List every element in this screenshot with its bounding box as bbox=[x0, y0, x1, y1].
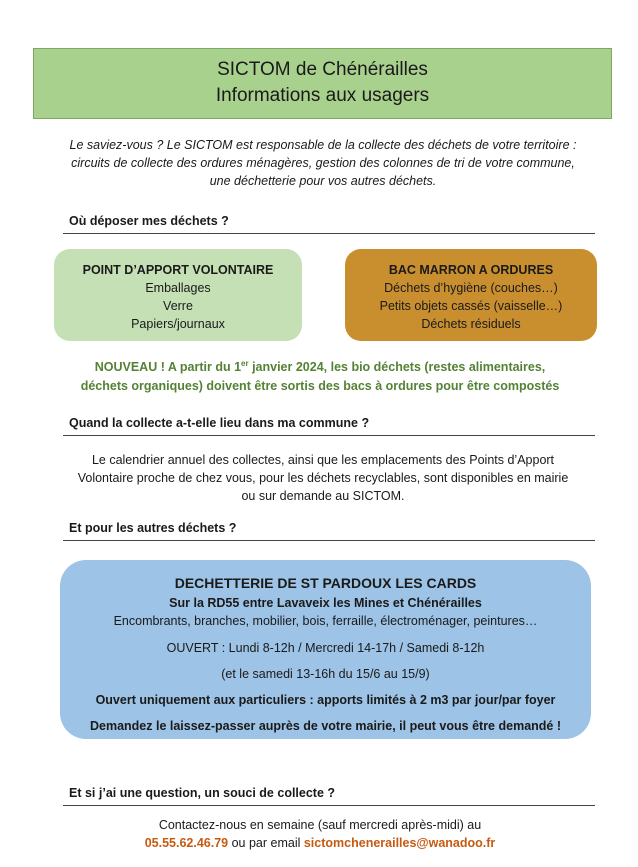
biodechets-notice bbox=[60, 358, 580, 396]
notice-text: janvier 2024, les bio déchets (restes alimentaires, bbox=[248, 360, 546, 374]
intro-line: circuits de collecte des ordures ménagères, gestion des colonnes de tri de votre commune, bbox=[71, 156, 575, 170]
calendar-line: ou sur demande au SICTOM. bbox=[241, 489, 405, 503]
box-item: Verre bbox=[163, 299, 193, 313]
section-when bbox=[63, 414, 595, 436]
notice-line bbox=[60, 358, 580, 377]
box-item: Papiers/journaux bbox=[131, 317, 225, 331]
intro-line: une déchetterie pour vos autres déchets. bbox=[209, 174, 437, 188]
intro-paragraph bbox=[40, 136, 606, 190]
section-question bbox=[63, 784, 595, 806]
page-title: SICTOM de Chénérailles bbox=[217, 59, 428, 80]
dechetterie-particuliers: Ouvert uniquement aux particuliers : apports limités à 2 m3 par jour/par foyer bbox=[95, 693, 556, 707]
section-heading: Quand la collecte a-t-elle lieu dans ma commune ? bbox=[69, 416, 370, 430]
dechetterie-hours: OUVERT : Lundi 8-12h / Mercredi 14-17h / Samedi 8-12h bbox=[166, 641, 485, 655]
section-heading: Et si j’ai une question, un souci de collecte ? bbox=[69, 786, 336, 800]
dechetterie-box bbox=[60, 560, 591, 739]
section-other bbox=[63, 519, 595, 541]
section-heading: Et pour les autres déchets ? bbox=[69, 521, 237, 535]
page-subtitle: Informations aux usagers bbox=[215, 85, 430, 106]
contact-email: sictomchenerailles@wanadoo.fr bbox=[303, 836, 496, 850]
notice-sup: er bbox=[241, 358, 249, 368]
box-item: Déchets d’hygiène (couches…) bbox=[384, 281, 558, 295]
dechetterie-location: Sur la RD55 entre Lavaveix les Mines et Chénérailles bbox=[169, 596, 482, 610]
calendar-line: Le calendrier annuel des collectes, ainsi que les emplacements des Points d’Apport bbox=[91, 453, 555, 467]
contact-text: ou par email bbox=[228, 836, 304, 850]
notice-line: déchets organiques) doivent être sortis des bacs à ordures pour être compostés bbox=[80, 379, 560, 393]
box-item: Petits objets cassés (vaisselle…) bbox=[379, 299, 563, 313]
notice-text: NOUVEAU ! A partir du 1 bbox=[94, 360, 242, 374]
bac-marron-box bbox=[345, 249, 597, 341]
contact-phone: 05.55.62.46.79 bbox=[144, 836, 229, 850]
box-title: BAC MARRON A ORDURES bbox=[388, 263, 554, 277]
section-heading: Où déposer mes déchets ? bbox=[69, 214, 229, 228]
contact-block bbox=[60, 816, 580, 852]
header-banner bbox=[33, 48, 612, 119]
contact-line bbox=[60, 834, 580, 852]
calendar-paragraph bbox=[50, 451, 596, 505]
dechetterie-extra-hours: (et le samedi 13-16h du 15/6 au 15/9) bbox=[221, 667, 430, 681]
dechetterie-title: DECHETTERIE DE ST PARDOUX LES CARDS bbox=[174, 575, 477, 591]
intro-line: Le saviez-vous ? Le SICTOM est responsable de la collecte des déchets de votre territoire : bbox=[69, 138, 577, 152]
section-where bbox=[63, 212, 595, 234]
box-title: POINT D’APPORT VOLONTAIRE bbox=[82, 263, 274, 277]
box-item: Déchets résiduels bbox=[421, 317, 521, 331]
dechetterie-laissez-passer: Demandez le laissez-passer auprès de votre mairie, il peut vous être demandé ! bbox=[89, 719, 561, 733]
contact-line: Contactez-nous en semaine (sauf mercredi après-midi) au bbox=[158, 818, 482, 832]
dechetterie-accepted: Encombrants, branches, mobilier, bois, ferraille, électroménager, peintures… bbox=[113, 614, 538, 628]
box-item: Emballages bbox=[145, 281, 211, 295]
apport-volontaire-box bbox=[54, 249, 302, 341]
calendar-line: Volontaire proche de chez vous, pour les déchets recyclables, sont disponibles en mairie bbox=[77, 471, 569, 485]
